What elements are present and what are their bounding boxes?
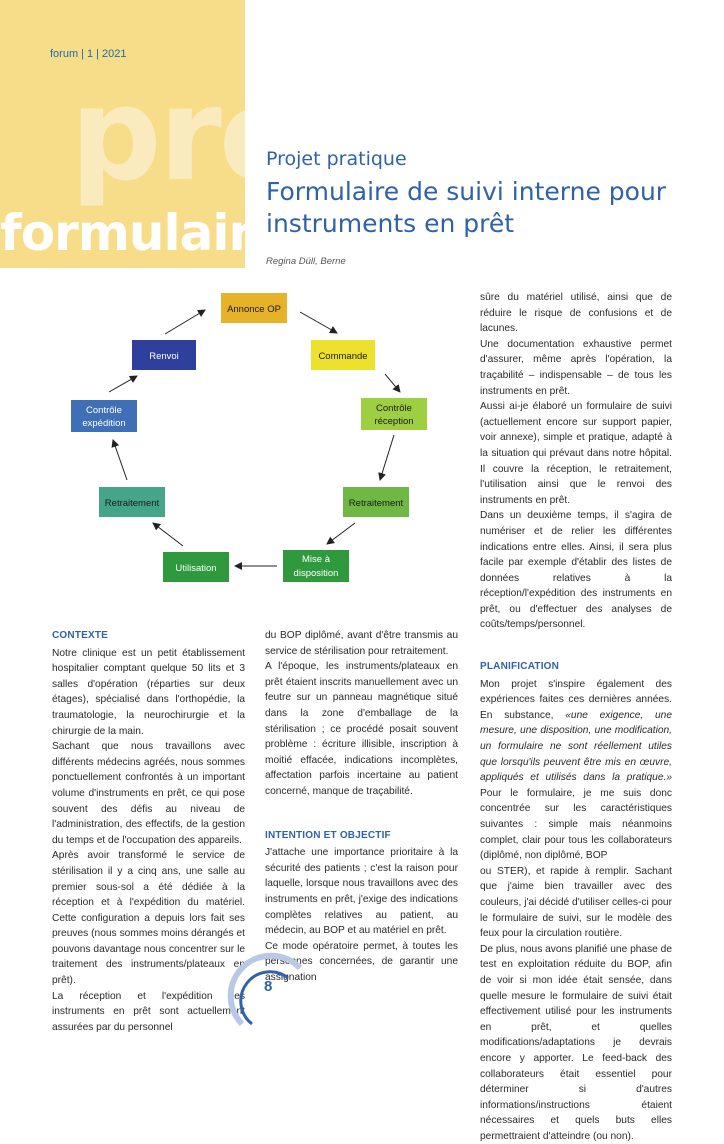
section-heading-intention: INTENTION ET OBJECTIF: [265, 829, 391, 841]
node-label-line2: disposition: [293, 568, 339, 579]
article-author: Regina Düll, Berne: [266, 256, 346, 267]
node-utilisation: [163, 552, 229, 582]
paragraph: Ce mode opératoire permet, à toutes les personnes concernées, de garantir une assignation: [265, 940, 458, 983]
page-number: 8: [264, 978, 273, 995]
section-heading-contexte: CONTEXTE: [52, 630, 109, 641]
node-label-line1: Contrôle: [86, 405, 122, 416]
node-controle-expedition: [71, 400, 137, 432]
separator: |: [96, 48, 99, 60]
node-label: Retraitement: [104, 498, 160, 509]
node-label-line2: réception: [374, 416, 414, 427]
paragraph: ou STER), et rapide à remplir. Sachant que j'aime bien travailler avec des couleurs, j'ai décidé d'utiliser celles-ci pour le formulaire de suivi, sur le modèle des feux pour la circulation routière.: [480, 865, 672, 940]
node-retraitement-right: [343, 487, 409, 517]
node-renvoi: [132, 340, 196, 370]
node-label-line1: Mise à: [302, 554, 330, 565]
issue-number: 1: [86, 48, 94, 60]
text-column-2: [265, 628, 458, 985]
arrow-utilisation-to-retraitement: [153, 523, 183, 546]
node-annonce-op: [221, 293, 287, 323]
arrow-renvoi-to-annonce: [165, 310, 205, 334]
paragraph: Dans un deuxième temps, il s'agira de numériser et de relier les différentes indications entre elles. Ainsi, il sera plus facile par exemple d'établir des listes de données relatives à la réception/l'expédition des instruments en prêt, ou d'effectuer des analyses de coûts/temps/personnel.: [480, 510, 672, 631]
node-label: Commande: [318, 351, 368, 362]
paragraph: Une documentation exhaustive permet d'assurer, même après l'opération, la traçabilité – indispensable – de tous les instruments en prêt.: [480, 338, 672, 397]
node-label: Retraitement: [348, 498, 404, 509]
separator: |: [81, 48, 84, 60]
section-heading-planification: PLANIFICATION: [480, 661, 560, 673]
text-column-1: [52, 628, 245, 1035]
arrow-controle-to-retraitement: [380, 435, 394, 480]
node-label-line2: expédition: [82, 418, 126, 429]
paragraph: J'attache une importance prioritaire à la sécurité des patients ; c'est la raison pour laquelle, lorsque nous travaillons avec des instruments en prêt, j'exige des indications complètes relatives au patient, au médecin, au BOP et au matériel en prêt.: [265, 847, 458, 937]
node-controle-reception: [361, 398, 427, 430]
arrow-commande-to-controle: [385, 374, 400, 392]
text-column-3: [480, 290, 672, 1144]
paragraph: Sachant que nous travaillons avec différents médecins agréés, nous sommes ponctuellement confrontés à un important volume d'instruments en prêt, ce qui pose souvent des défis au niveau de l'administration, des effectifs, de la gestion du temps et de l'occupation des appareils.: [52, 741, 245, 846]
node-label-line1: Contrôle: [376, 403, 412, 414]
paragraph: Notre clinique est un petit établissement hospitalier comptant quelque 50 lits et 3 salles d'opération (réparties sur deux étages), spécialisé dans l'orthopédie, la traumatologie, la neurochirurgie et la chirurgie de la main.: [52, 647, 245, 737]
magazine-name: forum: [50, 48, 79, 60]
paragraph: A l'époque, les instruments/plateaux en prêt étaient inscrits manuellement avec un feutre sur un panneau magnétique situé dans la zone d'emballage de la stérilisation ; ce procédé posait souvent problème : écriture illisible, inscription à moitié effacée, indications incomplètes, affectation parfois incertaine au patient concerné, manque de traçabilité.: [265, 661, 458, 797]
header-color-block: [0, 0, 304, 268]
paragraph: La réception et l'expédition des instruments en prêt sont actuellement assurées par du personnel: [52, 990, 245, 1033]
arrow-retraitement-to-controle: [113, 440, 127, 480]
background-word-formulaire: formulair: [0, 204, 253, 262]
issue-year: 2021: [101, 48, 127, 60]
paragraph: du BOP diplômé, avant d'être transmis au service de stérilisation pour retraitement.: [265, 630, 458, 657]
paragraph: sûre du matériel utilisé, ainsi que de réduire le risque de confusions et de lacunes.: [480, 292, 672, 335]
arrow-controle-to-renvoi: [109, 376, 137, 392]
text-run: Pour le formulaire, je me suis donc concentrée sur les caractéristiques suivantes : simple mais néanmoins complet, clair pour tous les collaborateurs (diplômé, non diplômé, BOP: [480, 787, 672, 862]
node-label: Annonce OP: [227, 304, 281, 315]
issue-line: [50, 48, 129, 60]
article-title: Formulaire de suivi interne pour instruments en prêt: [266, 177, 667, 238]
node-commande: [311, 340, 375, 370]
node-mise-a-disposition: [283, 550, 349, 582]
node-label: Renvoi: [149, 351, 179, 362]
node-retraitement-left: [99, 487, 165, 517]
background-word-pro: pro: [70, 61, 304, 210]
paragraph: [480, 677, 672, 864]
process-cycle-diagram: [55, 290, 455, 590]
article-kicker: Projet pratique: [266, 148, 407, 170]
text-run: Mon projet s'inspire également des expériences faites ces dernières années. En substance,: [480, 678, 672, 721]
quote-text: «une exigence, une mesure, une disposition, une modification, un formulaire ne sont réellement utiles que lorsqu'ils peuvent être mis en œuvre, appliqués et utilisés dans la pratique.»: [480, 709, 672, 784]
node-label: Utilisation: [175, 563, 217, 574]
arrow-retraitement-to-mise: [327, 523, 355, 544]
arrow-annonce-to-commande: [300, 312, 337, 333]
paragraph: Après avoir transformé le service de stérilisation il y a cinq ans, une salle au premier sous-sol a été dédiée à la réception et à l'expédition du matériel. Cette configuration a depuis lors fait ses preuves (nous sommes moins dérangés et pouvons davantage nous concentrer sur le traitement des instruments/plateaux en prêt).: [52, 850, 245, 987]
paragraph: Aussi ai-je élaboré un formulaire de suivi (actuellement encore sur support papier, voir annexe), simple et pratique, adapté à la situation qui prévaut dans notre hôpital. Il couvre la réception, le retraitement, l'utilisation ainsi que le renvoi des instruments en prêt.: [480, 401, 672, 506]
paragraph: De plus, nous avons planifié une phase de test en exploitation réduite du BOP, afin de voir si mon idée était sensée, dans quelle mesure le formulaire de suivi était effectivement utilisé pour les instruments en prêt, et quelles modifications/adaptations je devrais encore y apporter. Le feed-back des collaborateurs était essentiel pour déterminer si d'autres informations/instructions étaient nécessaires et quels buts elles permettraient d'atteindre (ou non).: [480, 943, 673, 1142]
